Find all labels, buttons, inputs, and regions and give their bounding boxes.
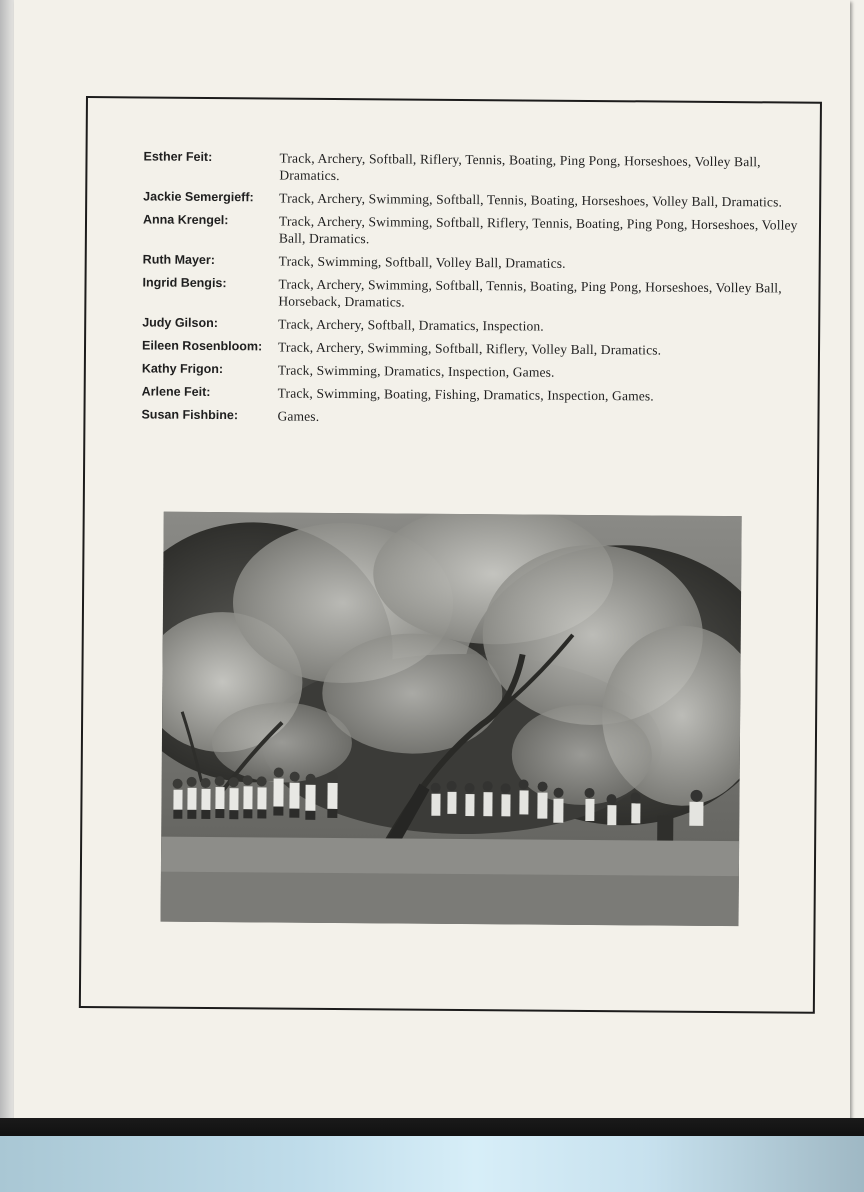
camper-activities: Track, Archery, Swimming, Softball, Tennis, Boating, Horseshoes, Volley Ball, Dramatics. xyxy=(279,190,783,210)
camper-activities: Track, Archery, Softball, Riflery, Tennis, Boating, Ping Pong, Horseshoes, Volley Ball, Dramatics. xyxy=(279,150,761,183)
camper-activities: Track, Archery, Swimming, Softball, Riflery, Tennis, Boating, Ping Pong, Horseshoes, Volley Ball, Dramatics. xyxy=(278,213,798,247)
roster-row xyxy=(143,148,803,187)
camper-activities: Track, Archery, Swimming, Softball, Tennis, Boating, Ping Pong, Horseshoes, Volley Ball, Horseback, Dramatics. xyxy=(278,276,782,310)
camper-name: Arlene Feit: xyxy=(141,384,211,399)
roster-row xyxy=(142,314,802,336)
roster-row xyxy=(141,406,801,428)
camper-name: Judy Gilson: xyxy=(142,315,218,331)
camper-name: Jackie Semergieff: xyxy=(143,189,254,205)
camper-name: Susan Fishbine: xyxy=(141,407,239,423)
camper-name: Kathy Frigon: xyxy=(141,361,224,377)
camp-group-photo xyxy=(161,512,742,927)
scanner-bed-strip xyxy=(0,1136,864,1192)
roster-row xyxy=(143,251,803,273)
activity-roster xyxy=(141,148,803,434)
camper-activities: Track, Archery, Softball, Dramatics, Inspection. xyxy=(278,316,544,334)
roster-row xyxy=(142,274,802,313)
camper-name: Anna Krengel: xyxy=(142,212,229,228)
camper-activities: Games. xyxy=(277,408,320,424)
camper-name: Esther Feit: xyxy=(143,149,213,164)
camper-activities: Track, Swimming, Boating, Fishing, Dramatics, Inspection, Games. xyxy=(277,385,654,404)
camper-activities: Track, Swimming, Softball, Volley Ball, Dramatics. xyxy=(278,253,566,271)
photo-illustration xyxy=(161,512,742,927)
camper-name: Ruth Mayer: xyxy=(142,252,216,268)
camper-name: Ingrid Bengis: xyxy=(142,275,227,291)
roster-row xyxy=(142,337,802,359)
camper-name: Eileen Rosenbloom: xyxy=(141,338,263,354)
roster-row xyxy=(143,211,803,250)
roster-row xyxy=(142,383,802,405)
camper-activities: Track, Archery, Swimming, Softball, Riflery, Volley Ball, Dramatics. xyxy=(277,339,662,358)
camper-activities: Track, Swimming, Dramatics, Inspection, Games. xyxy=(277,362,555,380)
roster-row xyxy=(142,360,802,382)
roster-row xyxy=(143,188,803,210)
page-border-frame xyxy=(79,96,822,1014)
